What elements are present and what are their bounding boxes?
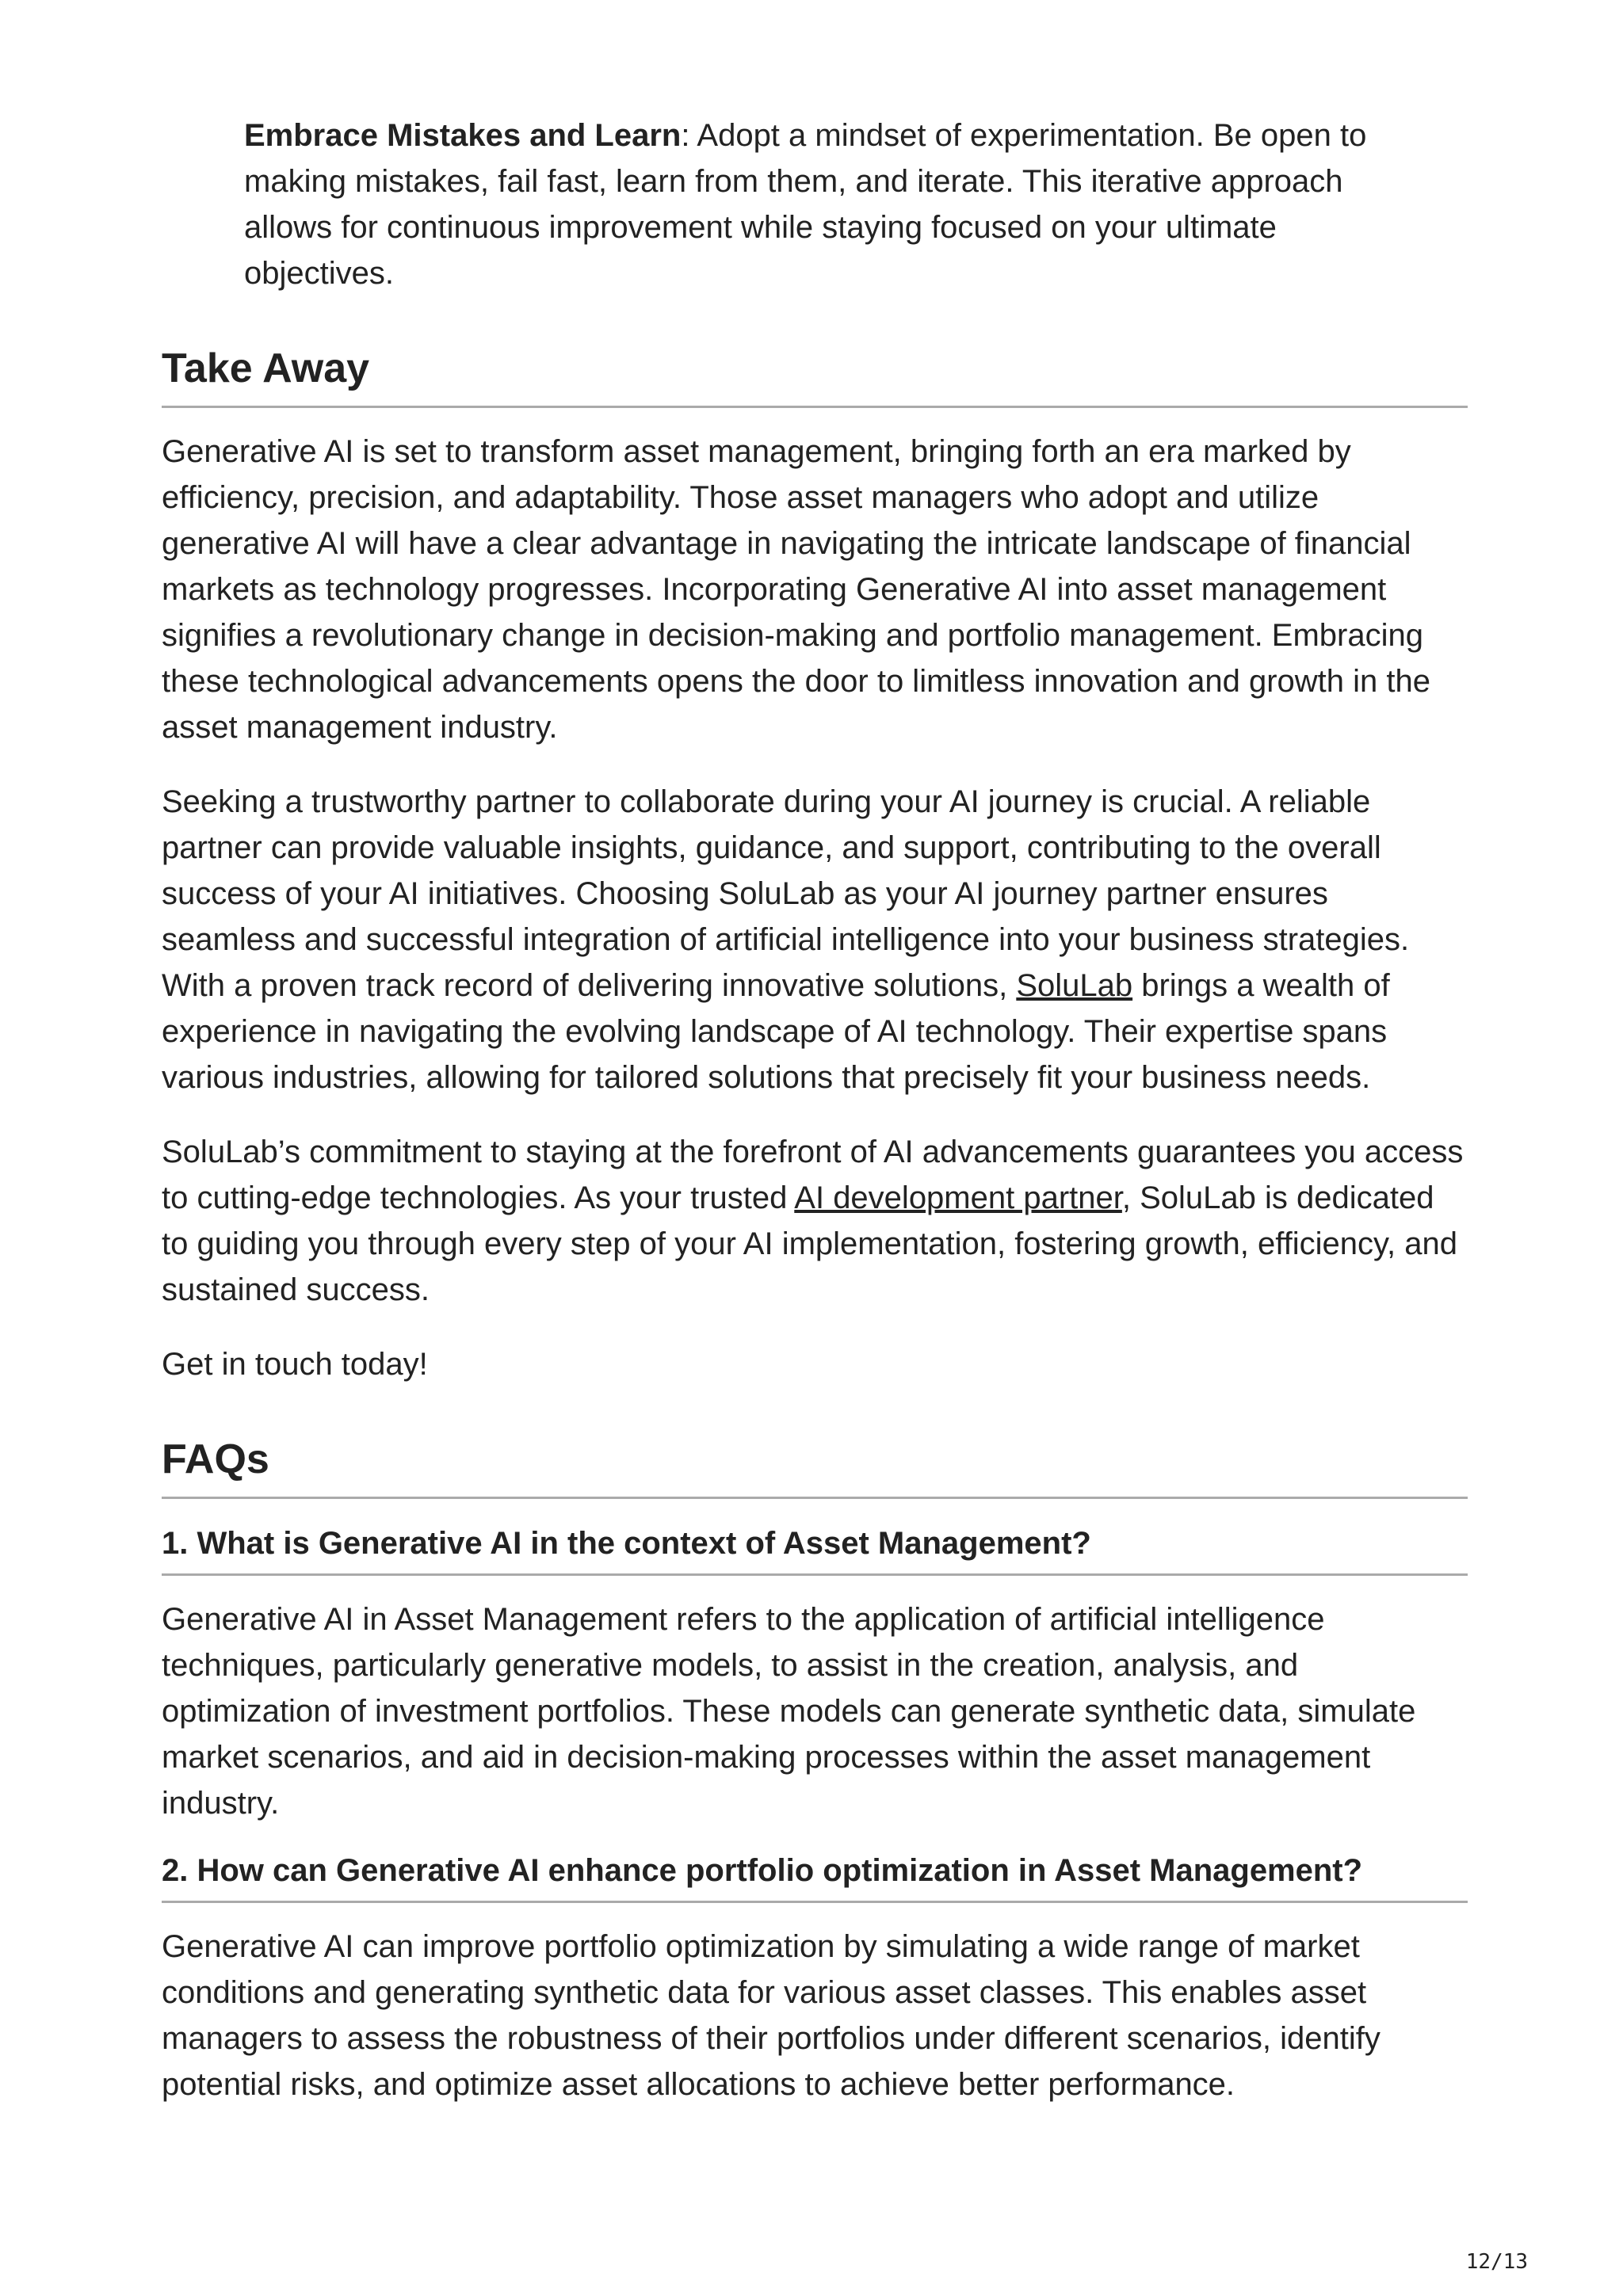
list-item-lead: Embrace Mistakes and Learn [244,118,682,153]
paragraph-text: SoluLab’s commitment to staying at the forefront of AI advancements guarantees you access to cutting-edge technologies. As your trusted [162,1135,1464,1215]
takeaway-paragraph-4: Get in touch today! [162,1347,428,1382]
takeaway-paragraph-2 [162,779,1468,1100]
article-body [162,113,1468,2107]
takeaway-paragraph-1: Generative AI is set to transform asset management, bringing forth an era marked by efficiency, precision, and adaptability. Those asset managers who adopt and utilize generative AI will have a clear advantage in navigating the intricate landscape of financial markets as technology progresses. Incorporating Generative AI into asset management signifies a revolutionary change in decision-making and portfolio management. Embracing these technological advancements opens the door to limitless innovation and growth in the asset management industry. [162,434,1430,745]
faq-question-1: 1. What is Generative AI in the context of Asset Management? [162,1523,1468,1576]
paragraph-text: , SoluLab is dedicated to guiding you through every step of your AI implementation, fostering growth, efficiency, and sustained success. [162,1180,1458,1307]
faqs-heading: FAQs [162,1435,1468,1499]
takeaway-heading: Take Away [162,344,1468,408]
list-item-embrace-mistakes [244,113,1417,296]
page-number: 12/13 [1465,2250,1528,2274]
faq-question-2: 2. How can Generative AI enhance portfolio optimization in Asset Management? [162,1850,1468,1903]
solulab-link[interactable]: SoluLab [1016,968,1133,1003]
takeaway-paragraph-3 [162,1129,1468,1313]
faq-answer-1: Generative AI in Asset Management refers to the application of artificial intelligence techniques, particularly generative models, to assist in the creation, analysis, and optimization of investment portfolios. These models can generate synthetic data, simulate market scenarios, and aid in decision-making processes within the asset management industry. [162,1602,1416,1821]
list-item-text: Adopt a mindset of experimentation. Be open to making mistakes, fail fast, learn from them, and iterate. This iterative approach allows for continuous improvement while staying focused on your ultimate objectives. [244,118,1367,291]
paragraph-text: Seeking a trustworthy partner to collaborate during your AI journey is crucial. A reliable partner can provide valuable insights, guidance, and support, contributing to the overall success of your AI initiatives. Choosing SoluLab as your AI journey partner ensures seamless and successful integration of artificial intelligence into your business strategies. With a proven track record of delivering innovative solutions, [162,784,1410,1003]
ai-development-partner-link[interactable]: AI development partner [794,1180,1122,1215]
paragraph-text: brings a wealth of experience in navigating the evolving landscape of AI technology. Their expertise spans various industries, allowing for tailored solutions that precisely fit your business needs. [162,968,1390,1095]
list-item-separator: : [681,118,697,153]
faq-answer-2: Generative AI can improve portfolio optimization by simulating a wide range of market conditions and generating synthetic data for various asset classes. This enables asset managers to assess the robustness of their portfolios under different scenarios, identify potential risks, and optimize asset allocations to achieve better performance. [162,1929,1381,2102]
